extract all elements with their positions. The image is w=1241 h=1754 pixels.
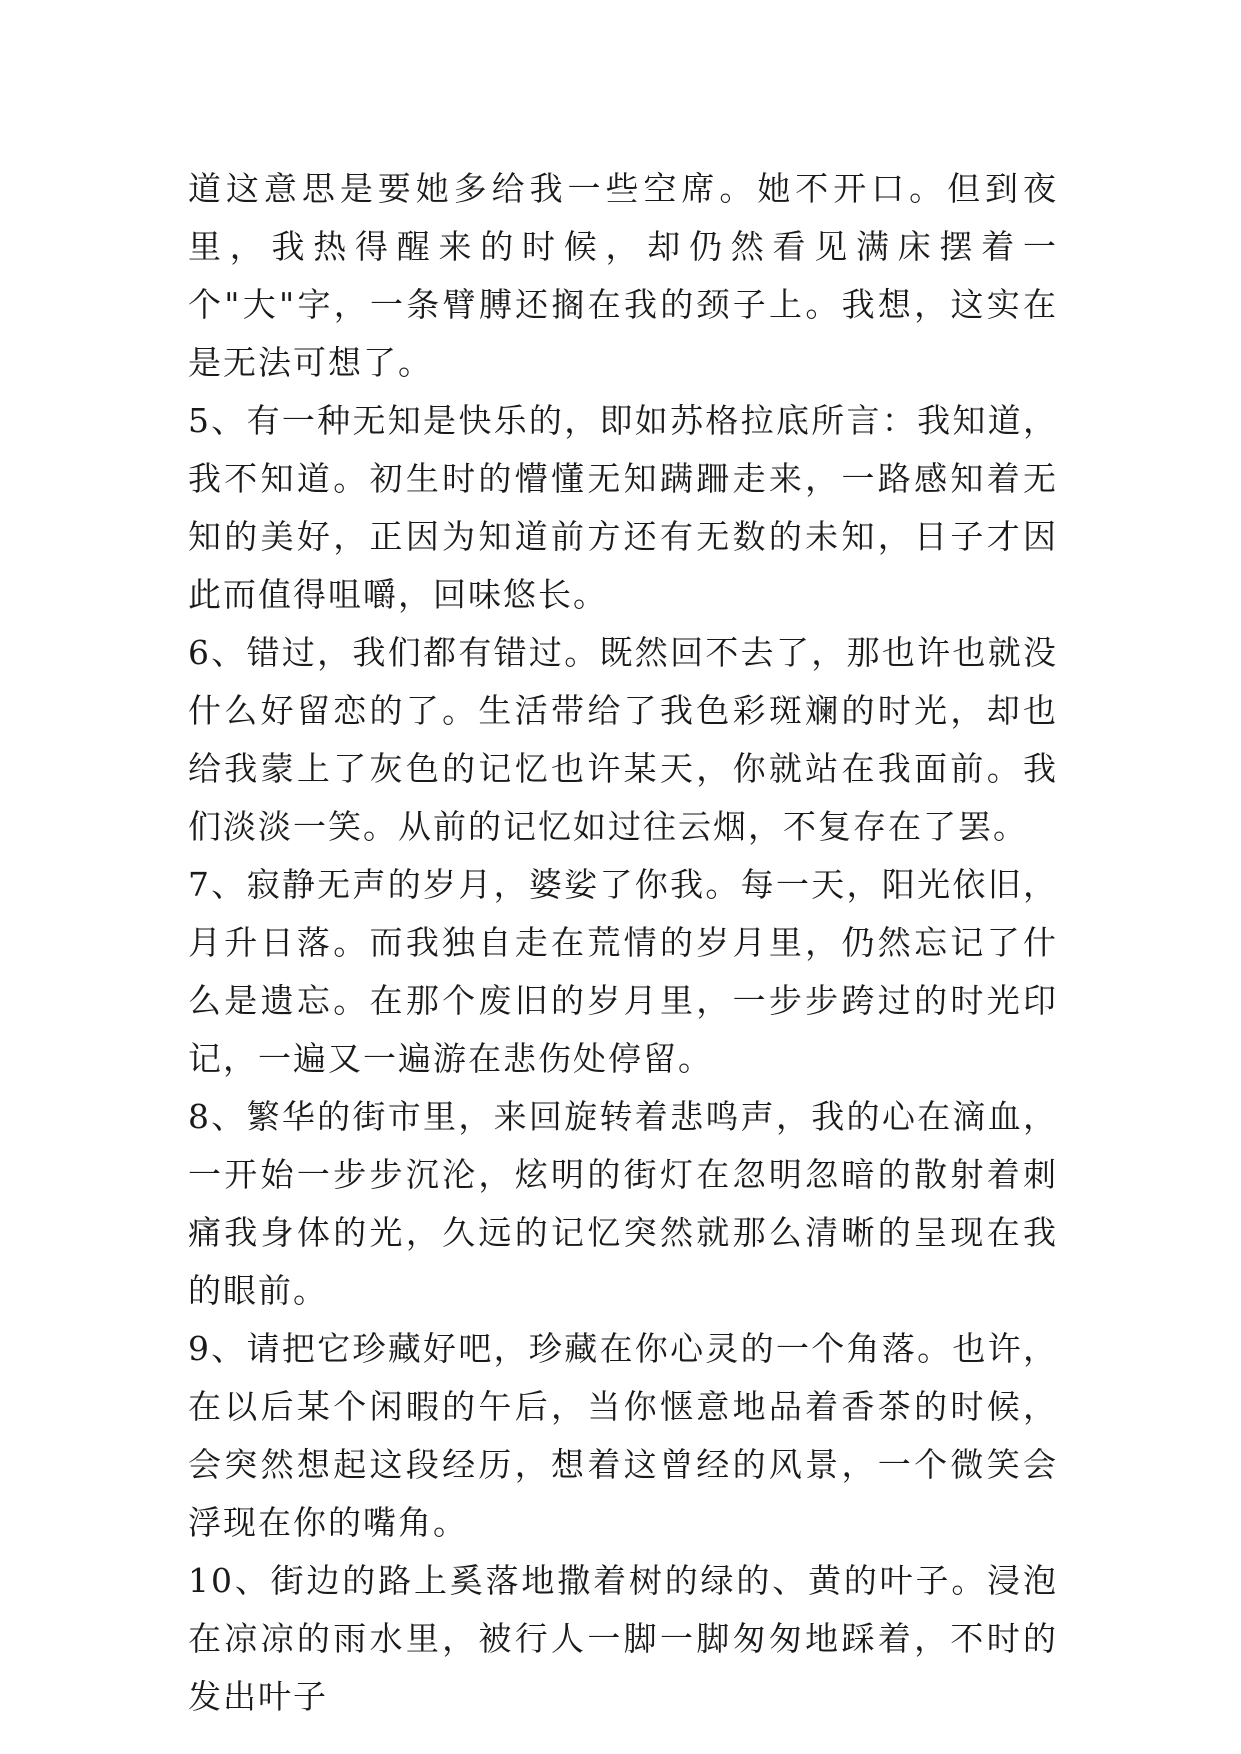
paragraph-continuation: 道这意思是要她多给我一些空席。她不开口。但到夜里，我热得醒来的时候，却仍然看见满床摆着一个"大"字，一条臂膊还搁在我的颈子上。我想，这实在是无法可想了。 [188, 169, 1058, 382]
document-page [188, 160, 1058, 1726]
paragraph-item-10: 10、街边的路上奚落地撒着树的绿的、黄的叶子。浸泡在凉凉的雨水里，被行人一脚一脚匆匆地踩着，不时的发出叶子 [188, 1561, 1058, 1716]
paragraph-item-7: 7、寂静无声的岁月，婆娑了你我。每一天，阳光依旧，月升日落。而我独自走在荒情的岁月里，仍然忘记了什么是遗忘。在那个废旧的岁月里，一步步跨过的时光印记，一遍又一遍游在悲伤处停留。 [188, 865, 1058, 1078]
paragraph-item-9: 9、请把它珍藏好吧，珍藏在你心灵的一个角落。也许，在以后某个闲暇的午后，当你惬意地品着香茶的时候，会突然想起这段经历，想着这曾经的风景，一个微笑会浮现在你的嘴角。 [188, 1329, 1058, 1542]
paragraph-item-8: 8、繁华的街市里，来回旋转着悲鸣声，我的心在滴血，一开始一步步沉沦，炫明的街灯在忽明忽暗的散射着刺痛我身体的光，久远的记忆突然就那么清晰的呈现在我的眼前。 [188, 1097, 1058, 1310]
paragraph-item-6: 6、错过，我们都有错过。既然回不去了，那也许也就没什么好留恋的了。生活带给了我色彩斑斓的时光，却也给我蒙上了灰色的记忆也许某天，你就站在我面前。我们淡淡一笑。从前的记忆如过往云烟，不复存在了罢。 [188, 633, 1058, 846]
paragraph-item-5: 5、有一种无知是快乐的，即如苏格拉底所言：我知道，我不知道。初生时的懵懂无知蹒跚走来，一路感知着无知的美好，正因为知道前方还有无数的未知，日子才因此而值得咀嚼，回味悠长。 [188, 401, 1058, 614]
